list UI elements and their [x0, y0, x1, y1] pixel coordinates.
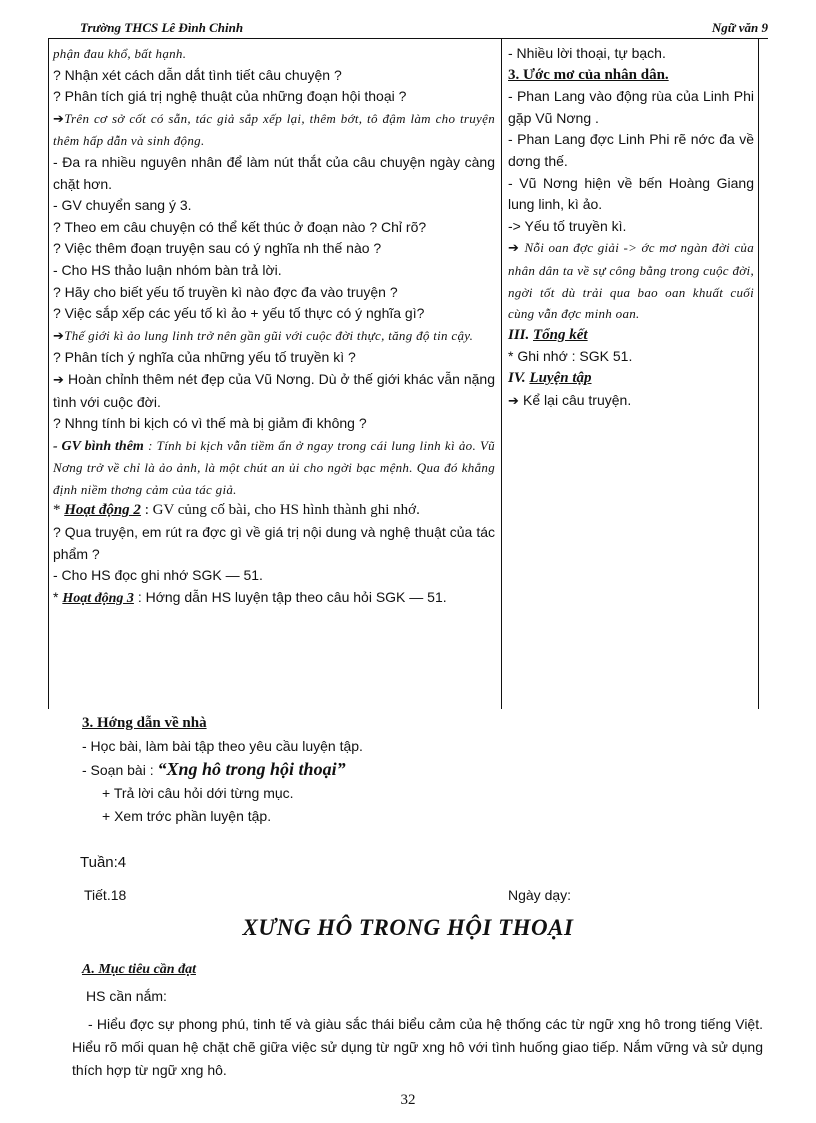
arrow-right-icon: ➔: [53, 372, 69, 388]
arrow-right-icon: ➔: [508, 393, 524, 409]
goal-paragraph: - Hiểu đợc sự phong phú, tinh tế và giàu sắc thái biểu cảm của hệ thống các từ ngữ xng hô trong tiếng Việt. Hiểu rõ mối quan hệ chặt chẽ giữa việc sử dụng từ ngữ xng hô với tình huống giao tiếp. Nắm vững và sử dụng thích hợp từ ngữ xng hô.: [72, 1016, 763, 1078]
text-line: ➔ Kể lại câu truyện.: [508, 391, 632, 409]
question: ? Phân tích giá trị nghệ thuật của những đoạn hội thoại ?: [53, 88, 407, 105]
period-label: Tiết.18: [84, 887, 127, 903]
arrow-right-icon: ➔: [53, 111, 65, 127]
question: ? Phân tích ý nghĩa của những yếu tố truyền kì ?: [53, 349, 356, 366]
question: ? Nhng tính bi kịch có vì thế mà bị giảm đi không ?: [53, 415, 367, 432]
teacher-comment: - GV bình thêm : Tính bi kịch vẫn tiềm ẩn ở ngay trong cái lung linh kì ảo. Vũ Nơng trở về chỉ là ảo ảnh, là một chút an ủi cho ngời bạc mệnh. Qua đó khẳng định niềm thơng cảm của tác giả.: [53, 437, 495, 497]
question: ? Việc sắp xếp các yếu tố kì ảo + yếu tố thực có ý nghĩa gì?: [53, 305, 425, 322]
conclusion: ➔Thế giới kì ảo lung linh trở nên gần gũi với cuộc đời thực, tăng độ tin cậy.: [53, 327, 474, 344]
text-line: - Nhiều lời thoại, tự bạch.: [508, 45, 666, 61]
question: ? Theo em câu chuyện có thể kết thúc ở đoạn nào ? Chỉ rõ?: [53, 218, 427, 235]
activity-2: * Hoạt động 2 : GV củng cố bài, cho HS hình thành ghi nhớ.: [53, 502, 420, 519]
homework-section: [82, 712, 762, 828]
content-column: [508, 43, 754, 412]
arrow-right-icon: ➔: [53, 328, 65, 344]
text-line: phận đau khổ, bất hạnh.: [53, 46, 187, 61]
conclusion: ➔ Hoàn chỉnh thêm nét đẹp của Vũ Nơng. Dù ở thế giới khác vẫn nặng tình với cuộc đời.: [53, 370, 495, 410]
text-line: - Đa ra nhiều nguyên nhân để làm nút thắt của câu chuyện ngày càng chặt hơn.: [53, 153, 495, 192]
homework-subitem: + Xem trớc phần luyện tập.: [102, 808, 272, 824]
question: ? Qua truyện, em rút ra đợc gì về giá trị nội dung và nghệ thuật của tác phẩm ?: [53, 524, 495, 562]
text-line: - Cho HS thảo luận nhóm bàn trả lời.: [53, 261, 282, 278]
conclusion: ➔ Nỗi oan đợc giải -> ớc mơ ngàn đời của nhân dân ta về sự công bằng trong cuộc đời, ngời tốt dù trải qua bao oan khuất cuối cùng vẫn đợc minh oan.: [508, 240, 754, 322]
subject-name: Ngữ văn 9: [711, 20, 768, 35]
conclusion: ➔Trên cơ sở cốt có sẵn, tác giả sắp xếp lại, thêm bớt, tô đậm làm cho truyện thêm hấp dẫn và sinh động.: [53, 110, 495, 149]
page-number: 32: [400, 1092, 416, 1108]
homework-subitem: + Trả lời câu hỏi dới từng mục.: [102, 785, 294, 801]
homework-heading: 3. Hớng dẫn về nhà: [82, 715, 207, 731]
page-header: [48, 20, 768, 39]
week-label: Tuần:4: [80, 854, 127, 871]
homework-item: - Soạn bài : “Xng hô trong hội thoại”: [82, 759, 346, 779]
text-line: - Phan Lang đợc Linh Phi rẽ nớc đa về dơng thế.: [508, 131, 754, 169]
question: ? Việc thêm đoạn truyện sau có ý nghĩa nh thế nào ?: [53, 240, 382, 257]
text-line: - Vũ Nơng hiện về bến Hoàng Giang lung linh, kì ảo.: [508, 174, 754, 213]
text-line: - Cho HS đọc ghi nhớ SGK — 51.: [53, 567, 263, 584]
text-line: - Phan Lang vào động rùa của Linh Phi gặp Vũ Nơng .: [508, 88, 754, 126]
text-line: -> Yếu tố truyền kì.: [508, 217, 627, 234]
lesson-table: [48, 39, 759, 709]
goals-heading: A. Mục tiêu cần đạt: [82, 962, 196, 977]
homework-item: - Học bài, làm bài tập theo yêu cầu luyện tập.: [82, 738, 363, 754]
teaching-date: Ngày dạy:: [508, 887, 572, 903]
school-name: Trường THCS Lê Đình Chinh: [80, 20, 244, 35]
arrow-right-icon: ➔: [508, 241, 525, 257]
question: ? Hãy cho biết yếu tố truyền kì nào đợc đa vào truyện ?: [53, 283, 398, 300]
students-need: HS cần nắm:: [86, 988, 167, 1004]
practice-heading: IV. Luyện tập: [508, 369, 592, 386]
teacher-column: [53, 43, 495, 609]
section-heading: 3. Ước mơ của nhân dân.: [508, 66, 669, 83]
question: ? Nhận xét cách dẫn dắt tình tiết câu chuyện ?: [53, 66, 342, 83]
activity-3: * Hoạt động 3 : Hớng dẫn HS luyện tập theo câu hỏi SGK — 51.: [53, 588, 447, 606]
text-line: * Ghi nhớ : SGK 51.: [508, 348, 633, 365]
column-divider: [501, 39, 502, 709]
text-line: - GV chuyển sang ý 3.: [53, 197, 192, 214]
lesson-title: XƯNG HÔ TRONG HỘI THOẠI: [242, 915, 574, 940]
summary-heading: III. Tổng kết: [508, 326, 588, 343]
